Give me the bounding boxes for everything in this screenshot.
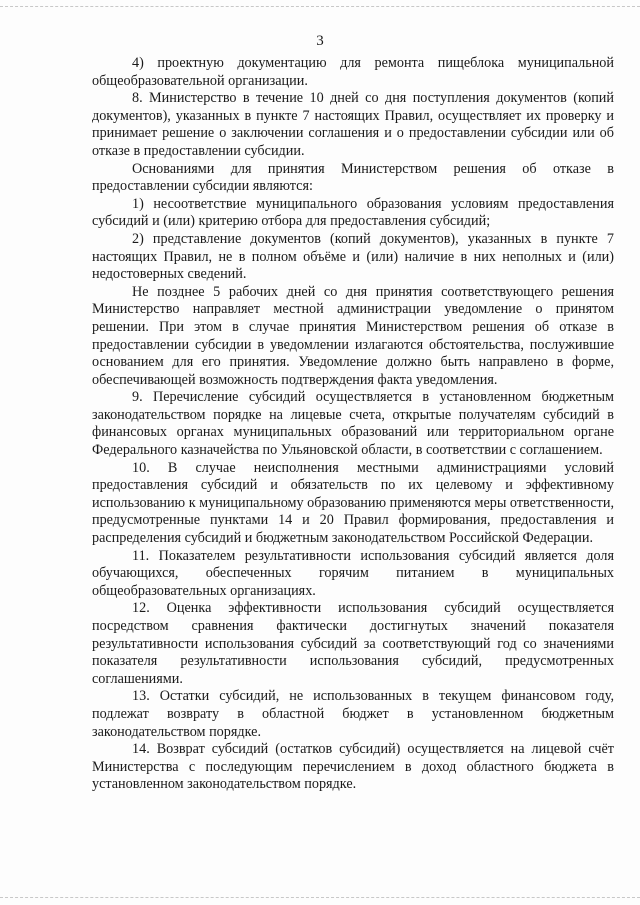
paragraph-clause-13: 13. Остатки субсидий, не использованных в текущем финансовом году, подлежат возврату в областной бюджет в установленном бюджетным законодательством порядке. (92, 688, 614, 740)
paragraph-refusal-grounds: Основаниями для принятия Министерством решения об отказе в предоставлении субсидии являются: (92, 160, 614, 195)
scan-edge-top (0, 6, 640, 7)
paragraph-clause-12: 12. Оценка эффективности использования субсидий осуществляется посредством сравнения фактически достигнутых значений показателя результативности использования субсидий за соответствующий год со значениями показателя результативности использования субсидий, предусмотренных соглашениями. (92, 600, 614, 687)
paragraph-clause-10: 10. В случае неисполнения местными администрациями условий предоставления субсидий и обязательств по их целевому и эффективному использованию к муниципальному образованию применяются меры ответственности, предусмотренные пунктами 14 и 20 Правил формирования, предоставления и распределения субсидий и бюджетным законодательством Российской Федерации. (92, 459, 614, 547)
page-number: 3 (316, 33, 324, 49)
paragraph-item-4: 4) проектную документацию для ремонта пищеблока муниципальной общеобразовательной организации. (92, 55, 614, 89)
paragraph-ground-2: 2) представление документов (копий документов), указанных в пункте 7 настоящих Правил, не в полном объёме и (или) наличие в них неполных и (или) недостоверных сведений. (92, 230, 614, 283)
paragraph-clause-8: 8. Министерство в течение 10 дней со дня поступления документов (копий документов), указанных в пункте 7 настоящих Правил, осуществляет их проверку и принимает решение о заключении соглашения и о предоставлении субсидии или об отказе в предоставлении субсидии. (92, 90, 614, 159)
paragraph-notification: Не позднее 5 рабочих дней со дня принятия соответствующего решения Министерство направляет местной администрации уведомление о принятом решении. При этом в случае принятия Министерством решения об отказе в предоставлении субсидии в уведомлении излагаются обстоятельства, послужившие основанием для его принятия. Уведомление должно быть направлено в форме, обеспечивающей возможность подтверждения факта уведомления. (92, 283, 614, 388)
paragraph-clause-14: 14. Возврат субсидий (остатков субсидий) осуществляется на лицевой счёт Министерства с последующим перечислением в доход областного бюджета в установленном законодательством порядке. (92, 741, 614, 793)
paragraph-clause-9: 9. Перечисление субсидий осуществляется в установленном бюджетным законодательством порядке на лицевые счета, открытые получателям субсидий в финансовых органах муниципальных образований или территориальном органе Федерального казначейства по Ульяновской области, в соответствии с соглашением. (92, 389, 614, 459)
scan-edge-bottom (0, 897, 640, 898)
paragraph-ground-1: 1) несоответствие муниципального образования условиям предоставления субсидий и (или) критерию отбора для предоставления субсидий; (92, 195, 614, 230)
document-body (92, 55, 614, 794)
paragraph-clause-11: 11. Показателем результативности использования субсидий является доля обучающихся, обеспеченных горячим питанием в муниципальных общеобразовательных организациях. (92, 547, 614, 599)
